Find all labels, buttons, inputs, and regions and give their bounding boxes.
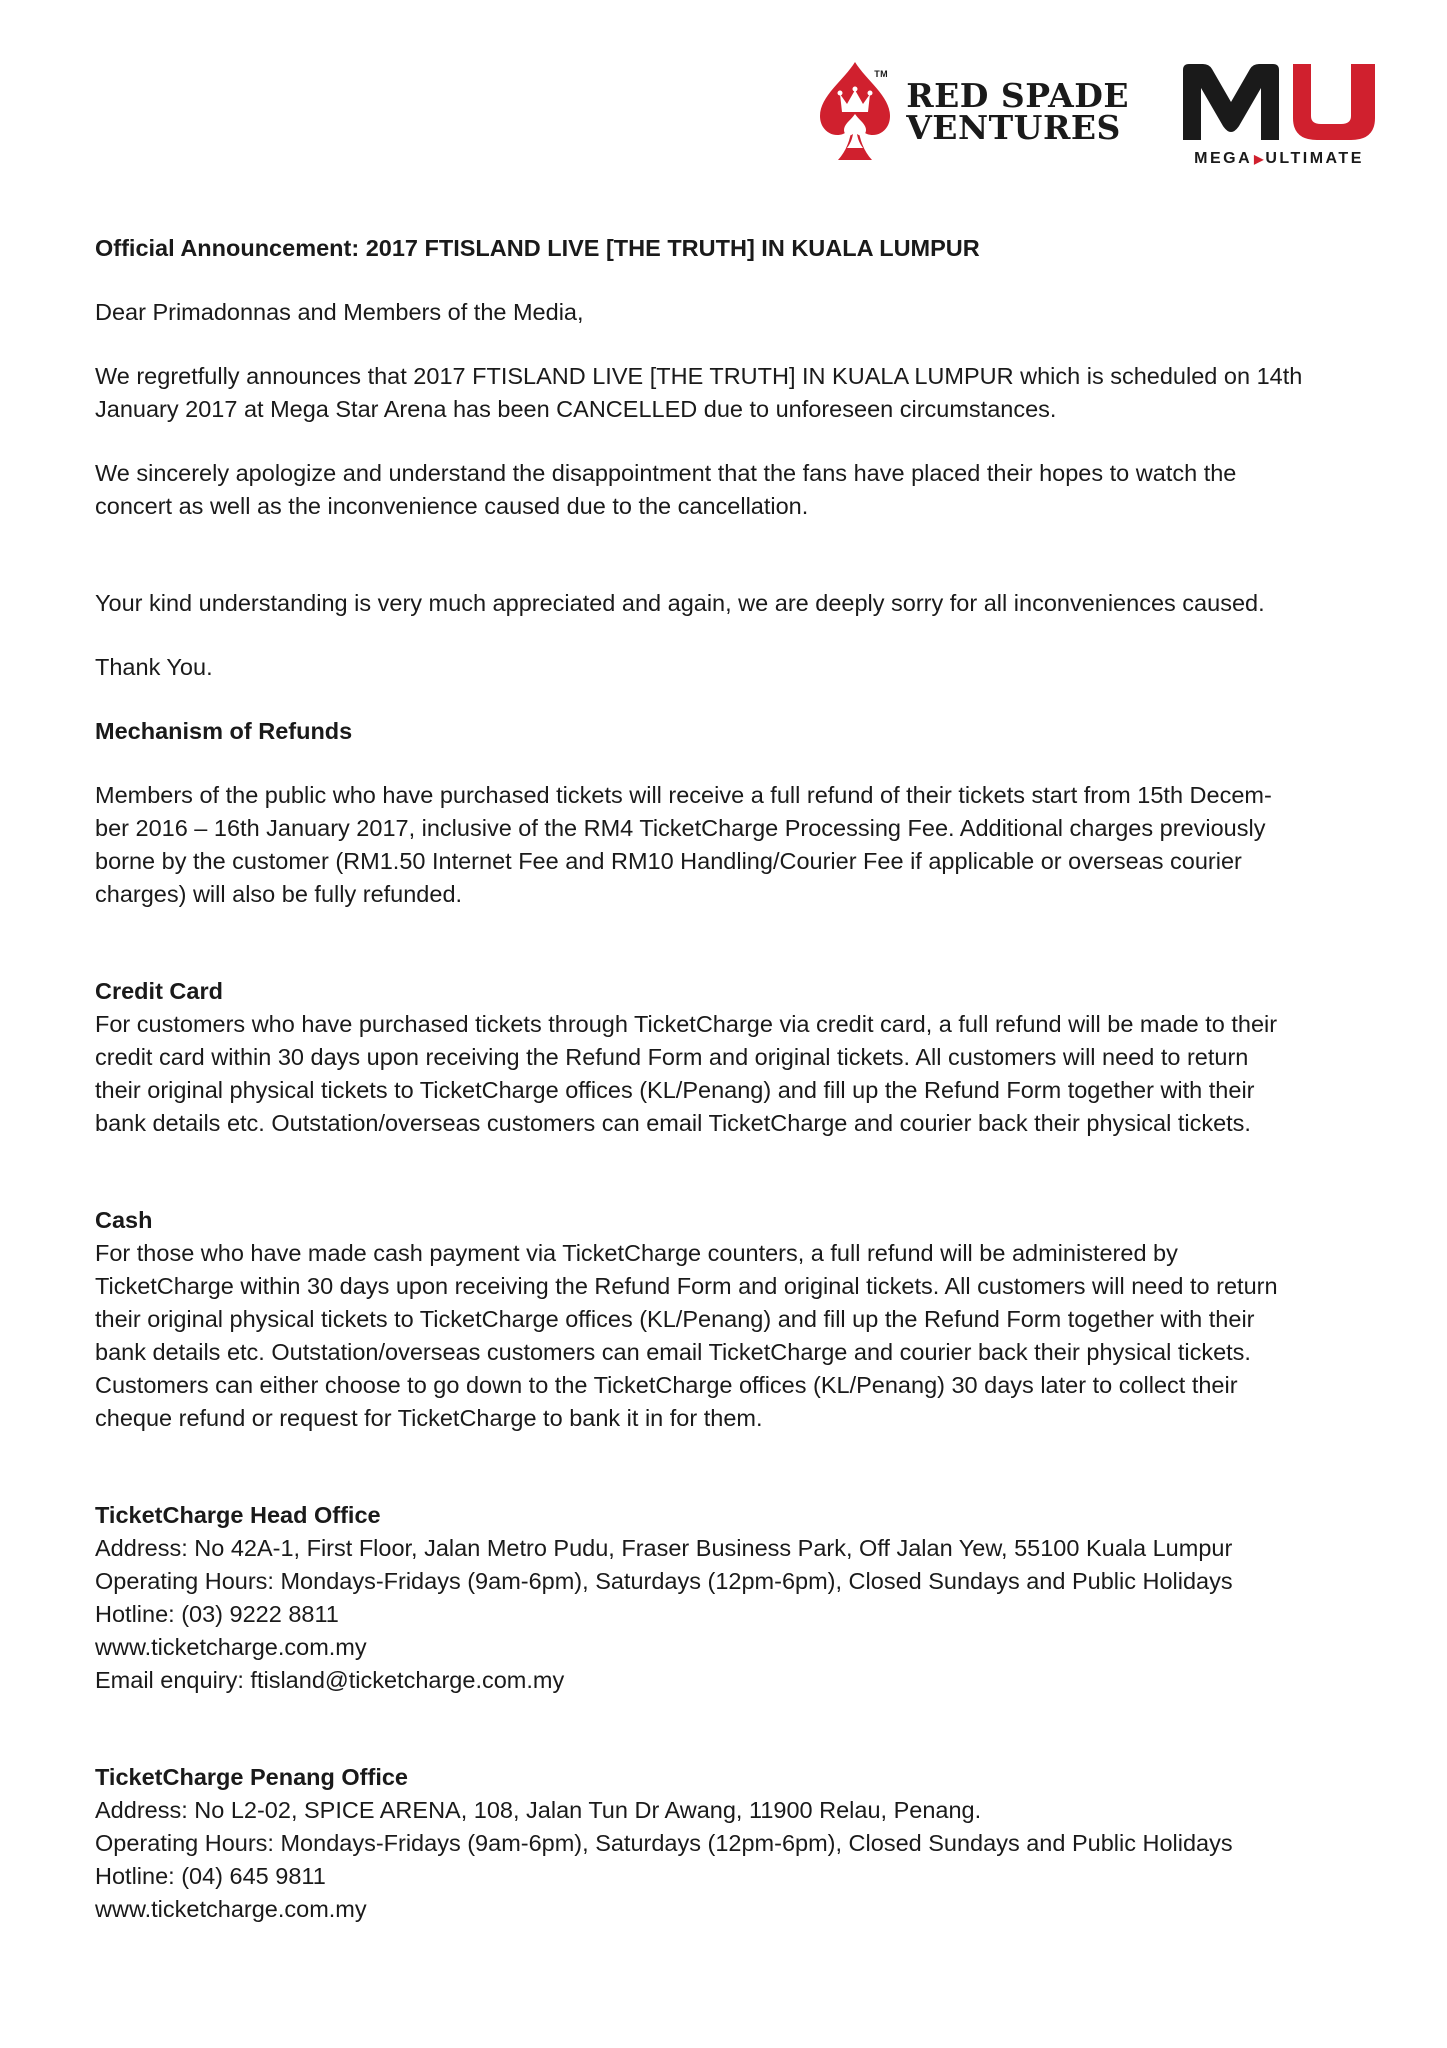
play-arrow-icon: ▶ [1254, 152, 1264, 166]
head-office-address: Address: No 42A-1, First Floor, Jalan Metro Pudu, Fraser Business Park, Off Jalan Yew, 55100 Kuala Lumpur [95, 1535, 1233, 1561]
paragraph-line: For those who have made cash payment via TicketCharge counters, a full refund will be administered by [95, 1240, 1178, 1266]
announcement-body [95, 232, 1385, 1926]
mega-ultimate-tagline [1194, 150, 1364, 168]
red-spade-ventures-wordmark [874, 69, 1129, 147]
paragraph-line: January 2017 at Mega Star Arena has been CANCELLED due to unforeseen circumstances. [95, 396, 1057, 422]
head-office-hours: Operating Hours: Mondays-Fridays (9am-6pm), Saturdays (12pm-6pm), Closed Sundays and Public Holidays [95, 1568, 1233, 1594]
understanding-paragraph: Your kind understanding is very much appreciated and again, we are deeply sorry for all inconveniences caused. [95, 590, 1265, 616]
paragraph-line: We sincerely apologize and understand the disappointment that the fans have placed their hopes to watch the [95, 460, 1237, 486]
red-spade-line: RED SPADE [906, 76, 1129, 115]
penang-office-heading: TicketCharge Penang Office [95, 1764, 408, 1790]
paragraph-line: borne by the customer (RM1.50 Internet Fee and RM10 Handling/Courier Fee if applicable or overseas courier [95, 848, 1242, 874]
greeting: Dear Primadonnas and Members of the Media, [95, 299, 584, 325]
header-logos [814, 60, 1379, 168]
trademark-symbol: TM [874, 69, 889, 79]
paragraph-line: concert as well as the inconvenience caused due to the cancellation. [95, 493, 809, 519]
cash-section [95, 1204, 1385, 1435]
tagline-mega: MEGA [1194, 150, 1253, 167]
cancellation-paragraph [95, 360, 1385, 426]
paragraph-line: Members of the public who have purchased tickets will receive a full refund of their tickets start from 15th Decem- [95, 782, 1272, 808]
head-office-email: Email enquiry: ftisland@ticketcharge.com.my [95, 1667, 565, 1693]
refunds-heading: Mechanism of Refunds [95, 718, 353, 744]
mu-icon [1179, 60, 1379, 144]
paragraph-line: TicketCharge within 30 days upon receiving the Refund Form and original tickets. All customers will need to return [95, 1273, 1278, 1299]
paragraph-line: bank details etc. Outstation/overseas customers can email TicketCharge and courier back their physical tickets. [95, 1339, 1251, 1365]
penang-office-website: www.ticketcharge.com.my [95, 1896, 367, 1922]
paragraph-line: charges) will also be fully refunded. [95, 881, 463, 907]
credit-card-section [95, 975, 1385, 1140]
ventures-line: VENTURES [906, 108, 1121, 147]
paragraph-line: We regretfully announces that 2017 FTISLAND LIVE [THE TRUTH] IN KUALA LUMPUR which is scheduled on 14th [95, 363, 1303, 389]
penang-office-section [95, 1761, 1385, 1926]
thank-you: Thank You. [95, 654, 213, 680]
head-office-heading: TicketCharge Head Office [95, 1502, 381, 1528]
tagline-ultimate: ULTIMATE [1265, 150, 1364, 167]
head-office-hotline: Hotline: (03) 9222 8811 [95, 1601, 339, 1627]
paragraph-line: For customers who have purchased tickets through TicketCharge via credit card, a full refund will be made to their [95, 1011, 1278, 1037]
paragraph-line: Customers can either choose to go down to the TicketCharge offices (KL/Penang) 30 days later to collect their [95, 1372, 1238, 1398]
paragraph-line: bank details etc. Outstation/overseas customers can email TicketCharge and courier back their physical tickets. [95, 1110, 1251, 1136]
paragraph-line: ber 2016 – 16th January 2017, inclusive of the RM4 TicketCharge Processing Fee. Additional charges previously [95, 815, 1266, 841]
apology-paragraph [95, 457, 1385, 523]
red-spade-ventures-logo [814, 60, 1129, 164]
paragraph-line: cheque refund or request for TicketCharge to bank it in for them. [95, 1405, 763, 1431]
paragraph-line: their original physical tickets to TicketCharge offices (KL/Penang) and fill up the Refund Form together with their [95, 1306, 1255, 1332]
credit-card-heading: Credit Card [95, 978, 223, 1004]
paragraph-line: credit card within 30 days upon receiving the Refund Form and original tickets. All customers will need to return [95, 1044, 1249, 1070]
announcement-title: Official Announcement: 2017 FTISLAND LIVE [THE TRUTH] IN KUALA LUMPUR [95, 235, 980, 261]
penang-office-address: Address: No L2-02, SPICE ARENA, 108, Jalan Tun Dr Awang, 11900 Relau, Penang. [95, 1797, 982, 1823]
head-office-section [95, 1499, 1385, 1697]
refunds-paragraph [95, 779, 1385, 911]
mega-ultimate-logo [1179, 60, 1379, 168]
penang-office-hours: Operating Hours: Mondays-Fridays (9am-6pm), Saturdays (12pm-6pm), Closed Sundays and Public Holidays [95, 1830, 1233, 1856]
penang-office-hotline: Hotline: (04) 645 9811 [95, 1863, 326, 1889]
paragraph-line: their original physical tickets to TicketCharge offices (KL/Penang) and fill up the Refund Form together with their [95, 1077, 1255, 1103]
head-office-website: www.ticketcharge.com.my [95, 1634, 367, 1660]
cash-heading: Cash [95, 1207, 153, 1233]
